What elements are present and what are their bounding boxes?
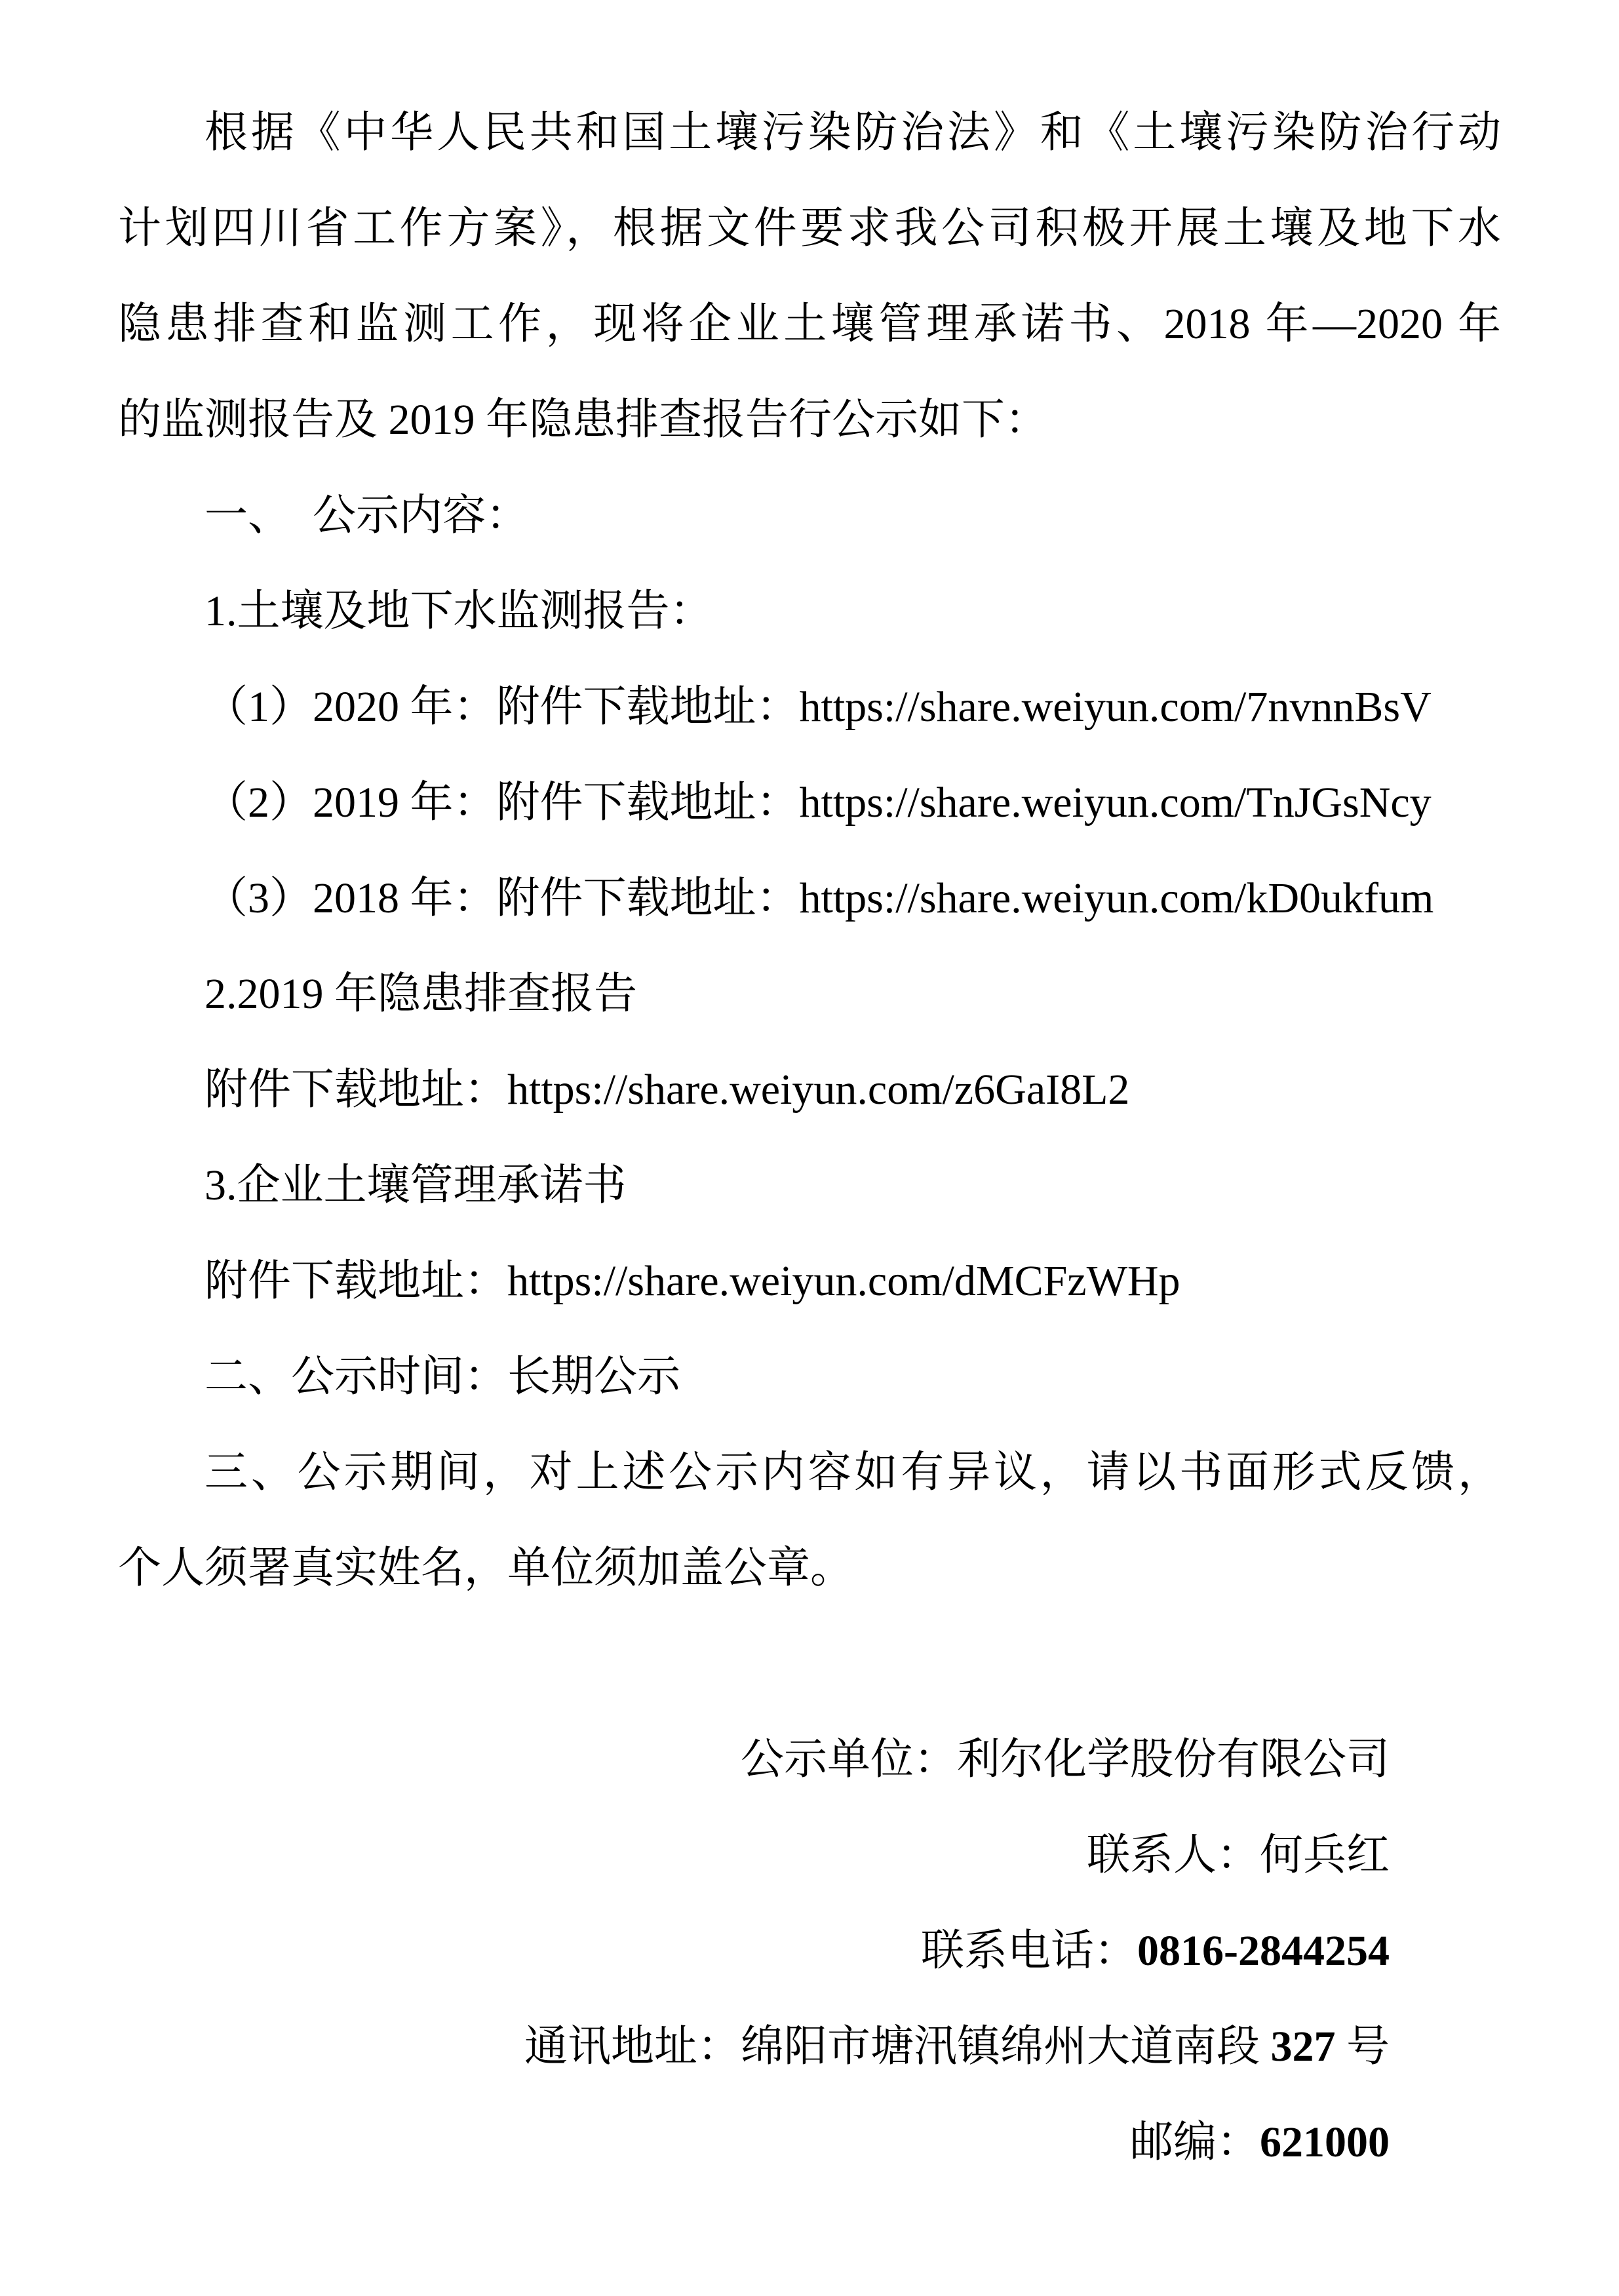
para1-line1: 根据《中华人民共和国土壤污染防治法》和《土壤污染防治行动 [205,109,1501,157]
commitment-download-url: https://share.weiyun.com/dMCFzWHp [507,1257,1180,1305]
signature-person: 联系人：何兵红 [1087,1831,1390,1879]
section1-heading: 一、 公示内容： [205,492,529,539]
report-2020-download-url: https://share.weiyun.com/7nvnnBsV [799,683,1432,731]
address-suffix: 号 [1335,2023,1390,2071]
item2-heading: 2.2019 年隐患排查报告 [205,970,637,1018]
phone-value: 0816-2844254 [1137,1927,1390,1975]
report-2018-label: （3）2018 年：附件下载地址： [205,874,800,922]
commitment-label: 附件下载地址： [205,1257,507,1305]
commitment-line [118,1234,1501,1329]
phone-label: 联系电话： [921,1927,1138,1975]
report-2019-line [118,755,1501,851]
report-2018-download-url: https://share.weiyun.com/kD0ukfum [799,874,1434,922]
section3-line1: 三、公示期间，对上述公示内容如有异议，请以书面形式反馈， [205,1449,1501,1496]
para1-line4: 的监测报告及 2019 年隐患排查报告行公示如下： [118,396,1048,444]
signature-unit: 公示单位：利尔化学股份有限公司 [741,1736,1390,1783]
report-2020-label: （1）2020 年：附件下载地址： [205,683,800,731]
address-prefix: 通讯地址：绵阳市塘汛镇绵州大道南段 [524,2023,1271,2071]
item3-heading: 3.企业土壤管理承诺书 [205,1161,627,1209]
para1-line3: 隐患排查和监测工作，现将企业土壤管理承诺书、2018 年—2020 年 [118,300,1501,348]
zip-label: 邮编： [1130,2118,1260,2166]
para1-line2: 计划四川省工作方案》，根据文件要求我公司积极开展土壤及地下水 [118,204,1501,252]
signature-phone [118,1903,1501,1999]
item1-heading: 1.土壤及地下水监测报告： [205,587,713,635]
section2-line: 二、公示时间：长期公示 [205,1353,680,1401]
signature-address [118,1999,1501,2095]
zip-value: 621000 [1260,2118,1390,2166]
signature-zip [118,2095,1501,2190]
address-number: 327 [1270,2023,1336,2071]
report-2020-line [118,659,1501,755]
hazard-report-label: 附件下载地址： [205,1066,507,1114]
report-2019-download-url: https://share.weiyun.com/TnJGsNcy [799,779,1432,827]
blank-line [118,1616,1501,1712]
section3-line2: 个人须署真实姓名，单位须加盖公章。 [118,1544,853,1592]
report-2019-label: （2）2019 年：附件下载地址： [205,779,800,827]
hazard-report-download-url: https://share.weiyun.com/z6GaI8L2 [507,1066,1130,1114]
hazard-report-line [118,1042,1501,1138]
report-2018-line [118,851,1501,946]
